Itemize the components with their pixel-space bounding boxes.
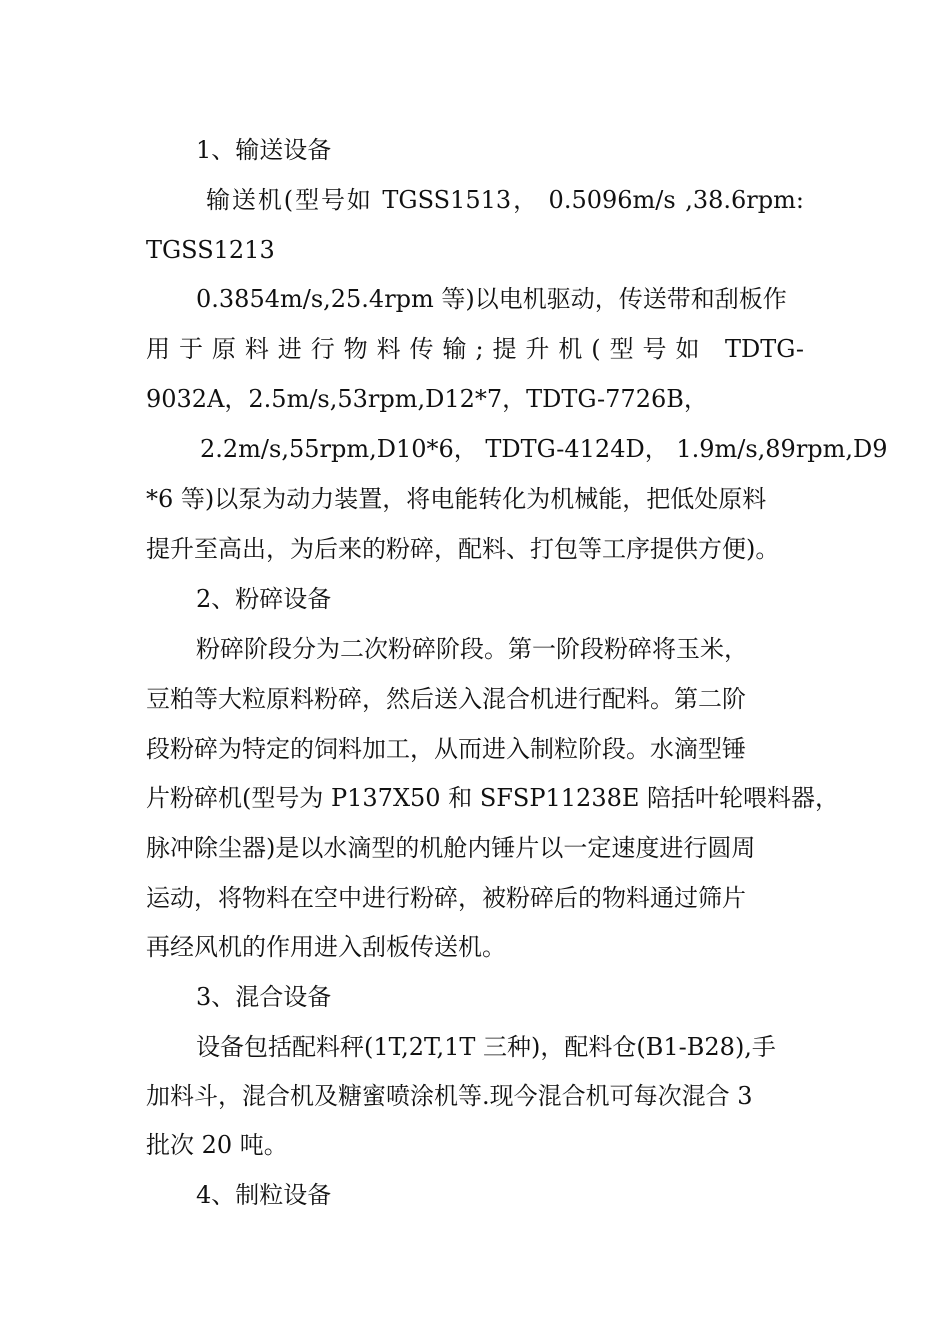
section-1-line-8: 提升至高出，为后来的粉碎，配料、打包等工序提供方便)。: [146, 535, 780, 563]
section-1-line-2: TGSS1213: [146, 236, 275, 264]
section-1-line-7: *6 等)以泵为动力装置，将电能转化为机械能，把低处原料: [146, 485, 767, 513]
section-1-line-5: 9032A，2.5m/s,53rpm,D12*7，TDTG-7726B，: [146, 385, 708, 413]
section-2-line-2: 豆粕等大粒原料粉碎，然后送入混合机进行配料。第二阶: [146, 685, 746, 713]
section-2-line-6: 运动，将物料在空中进行粉碎，被粉碎后的物料通过筛片: [146, 884, 746, 912]
section-3-heading: 3、混合设备: [196, 983, 332, 1011]
section-1-heading: 1、输送设备: [196, 136, 332, 164]
section-1-line-1: 输送机(型号如 TGSS1513， 0.5096m/s ,38.6rpm:: [206, 186, 804, 214]
section-2-line-1: 粉碎阶段分为二次粉碎阶段。第一阶段粉碎将玉米，: [196, 635, 748, 663]
section-2-line-4: 片粉碎机(型号为 P137X50 和 SFSP11238E 陪括叶轮喂料器，: [146, 784, 840, 812]
section-2-heading: 2、粉碎设备: [196, 585, 332, 613]
section-2-line-5: 脉冲除尘器)是以水滴型的机舱内锤片以一定速度进行圆周: [146, 834, 756, 862]
section-3-line-2: 加料斗，混合机及糖蜜喷涂机等.现今混合机可每次混合 3: [146, 1082, 753, 1110]
section-3-line-3: 批次 20 吨。: [146, 1131, 288, 1159]
section-1-line-3: 0.3854m/s,25.4rpm 等)以电机驱动，传送带和刮板作: [196, 285, 787, 313]
section-1-line-4: 用于原料进行物料传输;提升机(型号如 TDTG-: [146, 335, 804, 363]
section-2-line-7: 再经风机的作用进入刮板传送机。: [146, 933, 506, 961]
section-1-line-6: 2.2m/s,55rpm,D10*6， TDTG-4124D， 1.9m/s,89rpm,D9: [200, 435, 888, 463]
section-3-line-1: 设备包括配料秤(1T,2T,1T 三种)，配料仓(B1-B28),手: [196, 1033, 776, 1061]
section-2-line-3: 段粉碎为特定的饲料加工，从而进入制粒阶段。水滴型锤: [146, 735, 746, 763]
section-4-heading: 4、制粒设备: [196, 1181, 332, 1209]
